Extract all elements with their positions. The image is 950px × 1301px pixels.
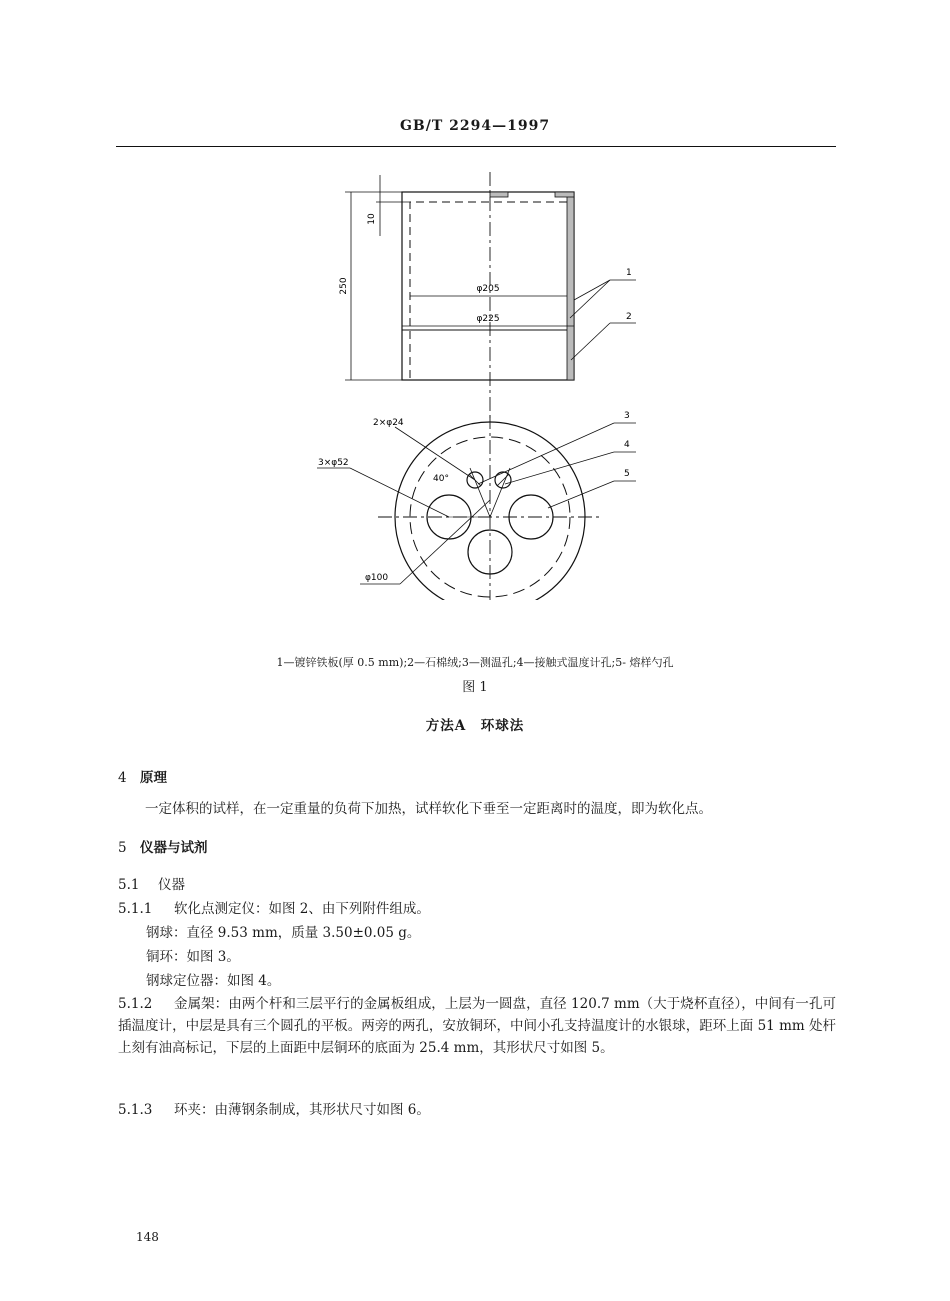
clause-5-1 [118,873,185,893]
section-4-heading [118,766,167,786]
dim-top-gap: 10 [367,213,377,225]
clause-5-1-title: 仪器 [158,877,185,893]
method-title: 方法A 环球法 [425,718,525,734]
callout-4: 4 [624,440,630,450]
section-4-number: 4 [118,770,127,786]
figure-1-caption: 1—镀锌铁板(厚 0.5 mm);2—石棉绒;3—测温孔;4—接触式温度计孔;5- 熔样勺孔 [276,656,674,669]
clause-5-1-2 [118,993,836,1059]
list-item: 钢球：直径 9.53 mm，质量 3.50±0.05 g。 [146,925,421,941]
header-rule [116,146,836,147]
callout-2: 2 [626,312,632,322]
dim-small-holes: 2×φ24 [373,418,404,428]
clause-5-1-1-text: 软化点测定仪：如图 2、由下列附件组成。 [174,901,430,917]
clause-5-1-1 [118,897,430,917]
dim-inner-diameter: φ205 [476,284,500,294]
list-item: 铜环：如图 3。 [146,949,240,965]
cylinder-side-view [345,172,636,420]
standard-number-header: GB/T 2294—1997 [399,118,551,134]
clause-5-1-2-text: 金属架：由两个杆和三层平行的金属板组成，上层为一圆盘，直径 120.7 mm（大于烧杯直径），中间有一孔可插温度计，中层是具有三个圆孔的平板。两旁的两孔，安放铜环，中间小孔支持温度计的水银球，距环上面 51 mm 处杆上刻有油高标记，下层的上面距中层铜环的底面为 25.4 mm，其形状尺寸如图 5。 [118,996,836,1056]
clause-5-1-3-number: 5.1.3 [118,1102,153,1118]
dim-height: 250 [339,277,349,295]
dim-angle: 40° [433,474,449,484]
section-5-title: 仪器与试剂 [140,840,208,856]
section-5-number: 5 [118,840,127,856]
section-4-title: 原理 [140,770,167,786]
list-item: 钢球定位器：如图 4。 [146,973,281,989]
section-4-text: 一定体积的试样，在一定重量的负荷下加热，试样软化下垂至一定距离时的温度，即为软化点。 [145,801,712,817]
callout-5: 5 [624,469,630,479]
clause-5-1-3 [118,1098,430,1118]
clause-5-1-3-text: 环夹：由薄钢条制成，其形状尺寸如图 6。 [174,1102,430,1118]
figure-1-drawing [300,160,660,600]
clause-5-1-number: 5.1 [118,877,140,893]
section-5-heading [118,836,208,856]
dim-large-holes: 3×φ52 [318,458,349,468]
clause-5-1-1-number: 5.1.1 [118,901,153,917]
callout-1: 1 [626,268,632,278]
dim-ring-diameter: φ100 [365,573,389,583]
figure-1-label: 图 1 [462,680,488,695]
dim-outer-diameter: φ225 [476,314,500,324]
callout-3: 3 [624,411,630,421]
clause-5-1-2-number: 5.1.2 [118,996,153,1012]
page-number: 148 [136,1230,159,1244]
